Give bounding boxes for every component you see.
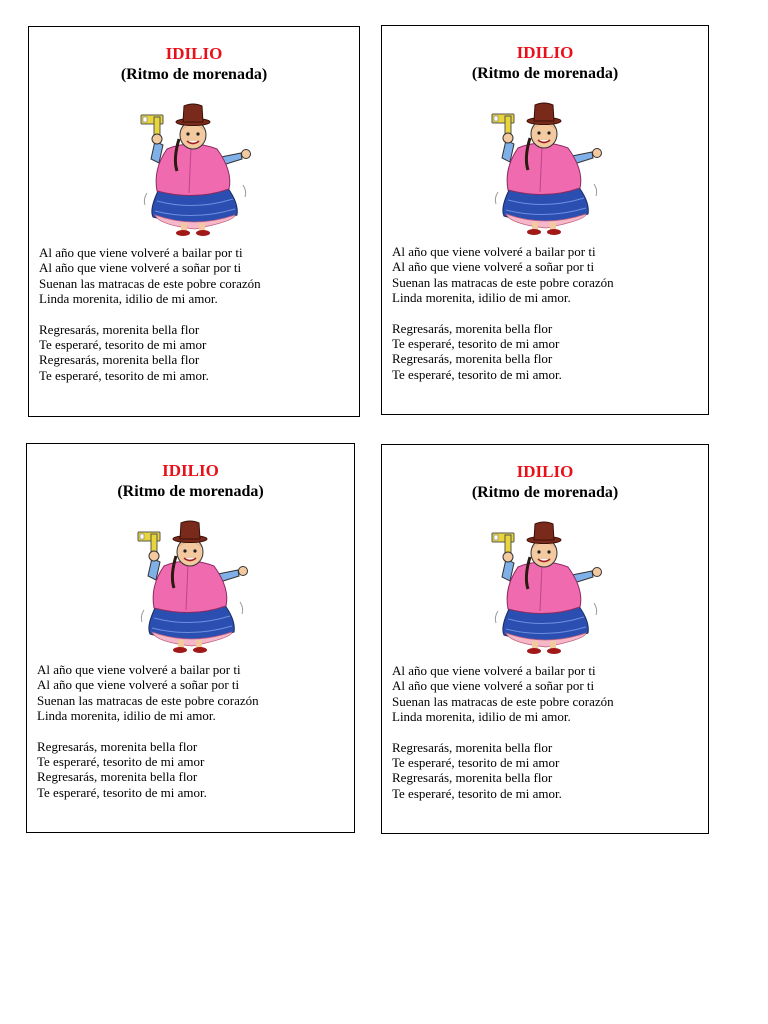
lyric-line: Suenan las matracas de este pobre corazón (37, 692, 259, 708)
lyric-line: Te esperaré, tesorito de mi amor (392, 336, 560, 352)
dancer-illustration-icon (129, 97, 259, 237)
lyric-line: Al año que viene volveré a bailar por ti (39, 245, 243, 260)
song-subtitle: (Ritmo de morenada) (471, 484, 619, 501)
stanza-1 (392, 244, 614, 306)
lyric-line: Suenan las matracas de este pobre corazón (392, 274, 614, 290)
dancer-illustration-icon (480, 96, 610, 236)
song-title: IDILIO (516, 462, 574, 481)
lyric-line: Te esperaré, tesorito de mi amor. (392, 785, 562, 801)
lyric-line: Regresarás, morenita bella flor (37, 769, 198, 785)
lyrics-verses (39, 245, 261, 398)
song-title: IDILIO (162, 461, 219, 480)
lyric-line: Te esperaré, tesorito de mi amor (392, 755, 560, 771)
song-subtitle: (Ritmo de morenada) (120, 66, 268, 83)
lyrics-card-3 (26, 443, 355, 833)
lyric-line: Al año que viene volveré a bailar por ti (37, 662, 241, 677)
lyrics-verses (392, 663, 614, 816)
lyric-line: Linda morenita, idilio de mi amor. (392, 290, 571, 306)
lyric-line: Regresarás, morenita bella flor (37, 738, 198, 754)
lyric-line: Regresarás, morenita bella flor (392, 770, 553, 786)
lyric-line: Te esperaré, tesorito de mi amor. (39, 367, 209, 383)
lyrics-card-2 (381, 25, 709, 415)
lyric-line: Regresarás, morenita bella flor (392, 320, 553, 336)
lyric-line: Regresarás, morenita bella flor (39, 321, 200, 337)
song-subtitle: (Ritmo de morenada) (117, 483, 264, 500)
lyric-line: Te esperaré, tesorito de mi amor. (37, 784, 207, 800)
stanza-1 (39, 245, 261, 307)
lyric-line: Al año que viene volveré a bailar por ti (392, 244, 596, 259)
dancer-illustration-icon (126, 514, 256, 654)
lyric-line: Al año que viene volveré a soñar por ti (392, 259, 595, 275)
stanza-2 (37, 739, 259, 801)
stanza-2 (39, 322, 261, 384)
stanza-2 (392, 740, 614, 802)
song-title: IDILIO (516, 43, 574, 62)
stanza-1 (392, 663, 614, 725)
lyric-line: Al año que viene volveré a bailar por ti (392, 663, 596, 678)
lyrics-card-1 (28, 26, 360, 417)
song-title: IDILIO (165, 44, 223, 63)
lyric-line: Te esperaré, tesorito de mi amor. (392, 366, 562, 382)
lyric-line: Suenan las matracas de este pobre corazón (392, 693, 614, 709)
lyric-line: Al año que viene volveré a soñar por ti (392, 678, 595, 694)
lyric-line: Linda morenita, idilio de mi amor. (39, 291, 218, 307)
lyric-line: Al año que viene volveré a soñar por ti (39, 260, 242, 276)
lyric-line: Regresarás, morenita bella flor (392, 739, 553, 755)
lyric-line: Te esperaré, tesorito de mi amor (39, 337, 207, 353)
lyric-line: Suenan las matracas de este pobre corazón (39, 275, 261, 291)
lyric-line: Te esperaré, tesorito de mi amor (37, 754, 205, 770)
lyric-line: Linda morenita, idilio de mi amor. (392, 709, 571, 725)
song-subtitle: (Ritmo de morenada) (471, 65, 619, 82)
lyric-line: Al año que viene volveré a soñar por ti (37, 677, 240, 693)
lyric-line: Linda morenita, idilio de mi amor. (37, 708, 216, 724)
lyric-line: Regresarás, morenita bella flor (392, 351, 553, 367)
lyric-line: Regresarás, morenita bella flor (39, 352, 200, 368)
stanza-1 (37, 662, 259, 724)
lyrics-card-4 (381, 444, 709, 834)
lyrics-verses (392, 244, 614, 397)
stanza-2 (392, 321, 614, 383)
lyrics-verses (37, 662, 259, 815)
dancer-illustration-icon (480, 515, 610, 655)
